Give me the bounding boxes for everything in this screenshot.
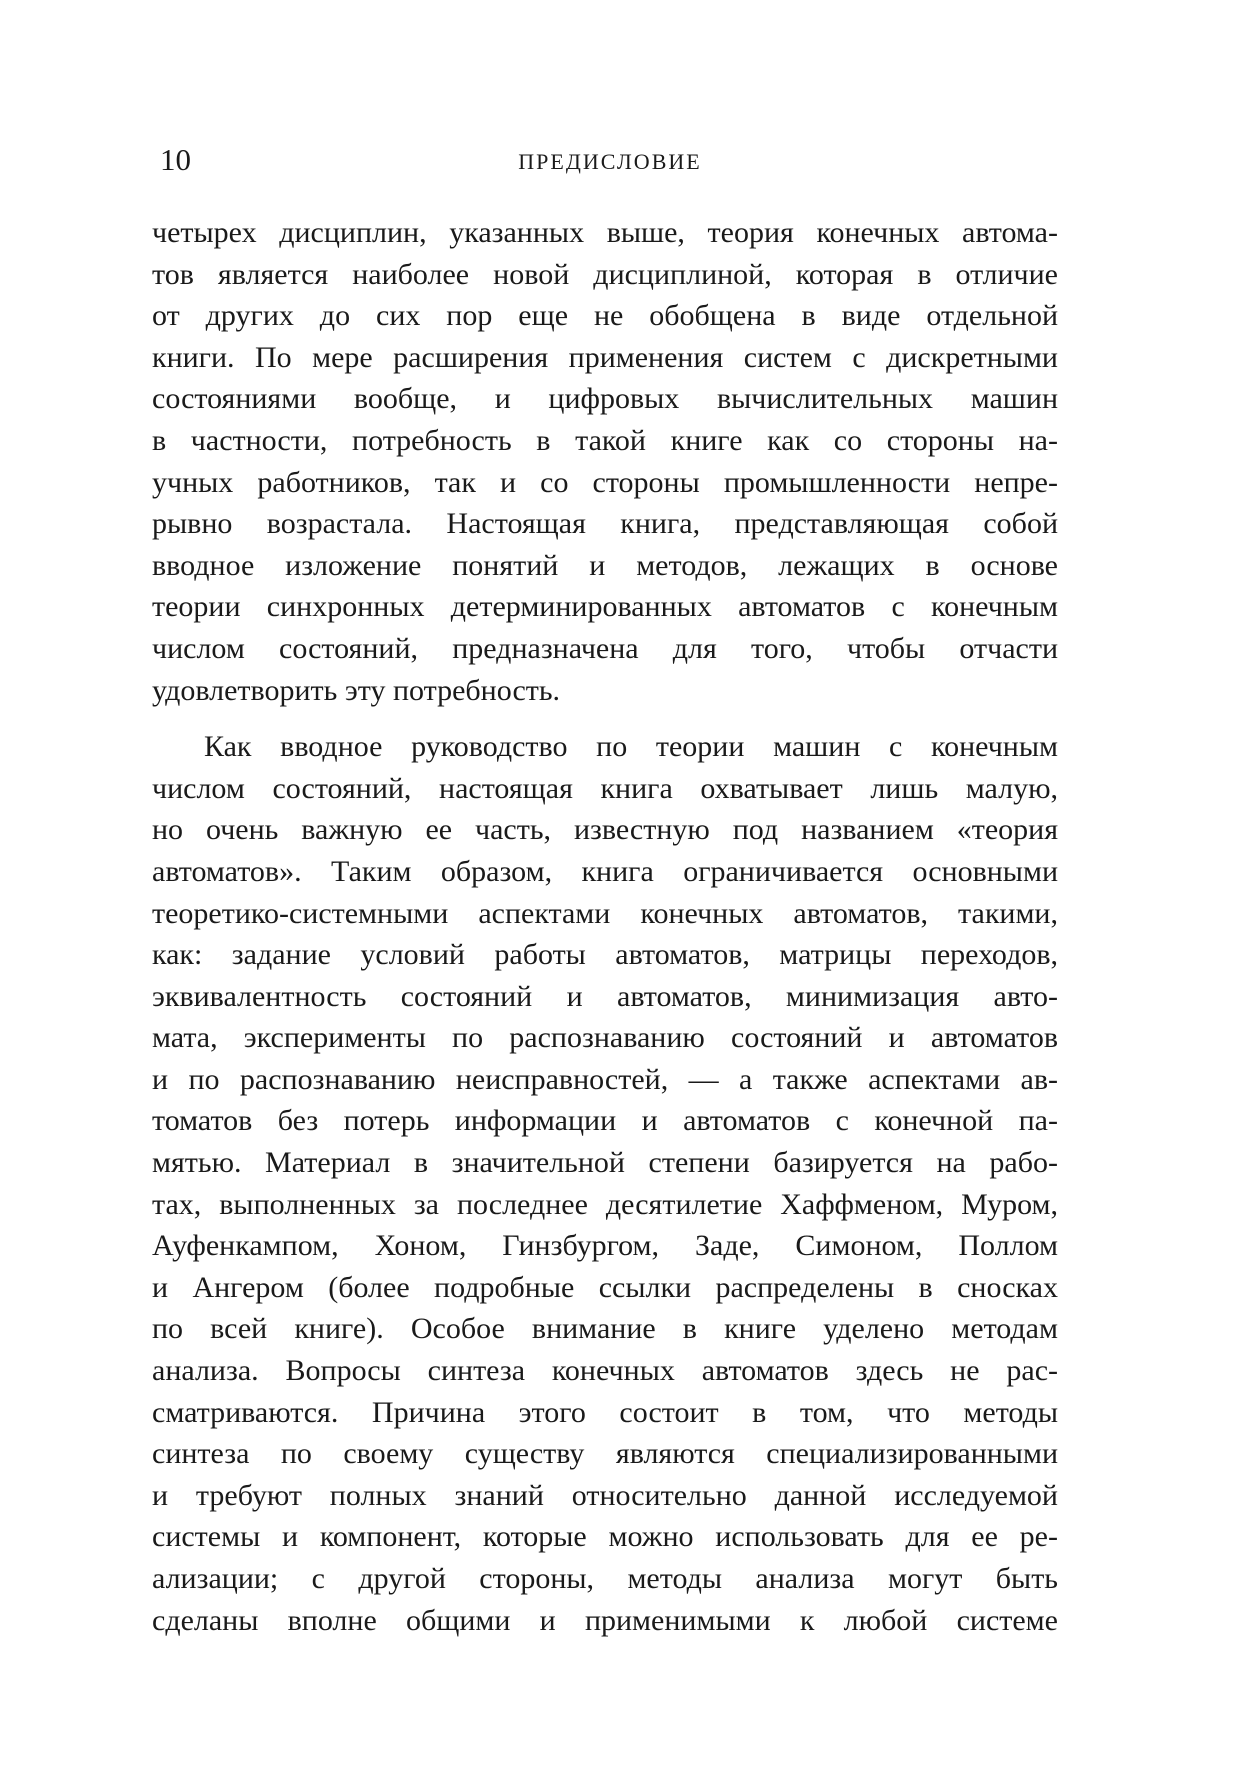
text-line: сделаны вполне общими и применимыми к любой системе [152, 1603, 1058, 1637]
text-line: от других до сих пор еще не обобщена в виде отдельной [152, 299, 1058, 333]
text-line: вводное изложение понятий и методов, лежащих в основе [152, 548, 1058, 582]
text-line: и по распознаванию неисправностей, — а также аспектами ав- [152, 1062, 1058, 1096]
text-line: состояниями вообще, и цифровых вычислительных машин [152, 382, 1058, 416]
text-line: тах, выполненных за последнее десятилетие Хаффменом, Муром, [152, 1187, 1058, 1221]
text-line: в частности, потребность в такой книге как со стороны на- [152, 423, 1058, 457]
text-line: рывно возрастала. Настоящая книга, представляющая собой [152, 507, 1058, 541]
text-line: анализа. Вопросы синтеза конечных автоматов здесь не рас- [152, 1354, 1058, 1388]
paragraph-gap [152, 711, 1058, 726]
text-line: системы и компонент, которые можно использовать для ее ре- [152, 1520, 1058, 1554]
text-line: четырех дисциплин, указанных выше, теория конечных автома- [152, 216, 1058, 249]
text-line: и Ангером (более подробные ссылки распределены в сносках [152, 1270, 1058, 1304]
body-text [152, 212, 1058, 1641]
text-line: Как вводное руководство по теории машин с конечным [204, 730, 1058, 764]
text-line: числом состояний, предназначена для того, чтобы отчасти [152, 631, 1058, 665]
text-line: учных работников, так и со стороны промышленности непре- [152, 465, 1058, 499]
text-line: тов является наиболее новой дисциплиной, которая в отличие [152, 257, 1058, 291]
text-line: теории синхронных детерминированных автоматов с конечным [152, 590, 1058, 624]
text-line: томатов без потерь информации и автоматов с конечной па- [152, 1104, 1058, 1138]
text-line: ализации; с другой стороны, методы анализа могут быть [152, 1562, 1058, 1595]
paragraph-1 [152, 212, 1058, 711]
running-title: ПРЕДИСЛОВИЕ [518, 149, 702, 174]
text-line: по всей книге). Особое внимание в книге уделено методам [152, 1312, 1058, 1346]
text-line: Ауфенкампом, Хоном, Гинзбургом, Заде, Симоном, Поллом [152, 1229, 1058, 1263]
text-line: удовлетворить эту потребность. [152, 673, 561, 707]
text-line: теоретико-системными аспектами конечных автоматов, такими, [152, 896, 1058, 930]
text-line: книги. По мере расширения применения систем с дискретными [152, 340, 1058, 374]
text-line: числом состояний, настоящая книга охватывает лишь малую, [152, 771, 1058, 805]
paragraph-2 [152, 726, 1058, 1641]
text-line: но очень важную ее часть, известную под названием «теория [152, 813, 1058, 847]
text-line: автоматов». Таким образом, книга ограничивается основными [152, 854, 1058, 888]
text-line: эквивалентность состояний и автоматов, минимизация авто- [152, 979, 1058, 1013]
text-line: мата, эксперименты по распознаванию состояний и автоматов [152, 1021, 1058, 1055]
page-number: 10 [160, 142, 191, 177]
text-line: синтеза по своему существу являются специализированными [152, 1437, 1058, 1471]
text-line: мятью. Материал в значительной степени базируется на рабо- [152, 1146, 1058, 1180]
page-header [160, 140, 1060, 180]
text-line: и требуют полных знаний относительно данной исследуемой [152, 1478, 1058, 1512]
text-line: сматриваются. Причина этого состоит в том, что методы [152, 1395, 1058, 1429]
text-line: как: задание условий работы автоматов, матрицы переходов, [152, 938, 1058, 972]
